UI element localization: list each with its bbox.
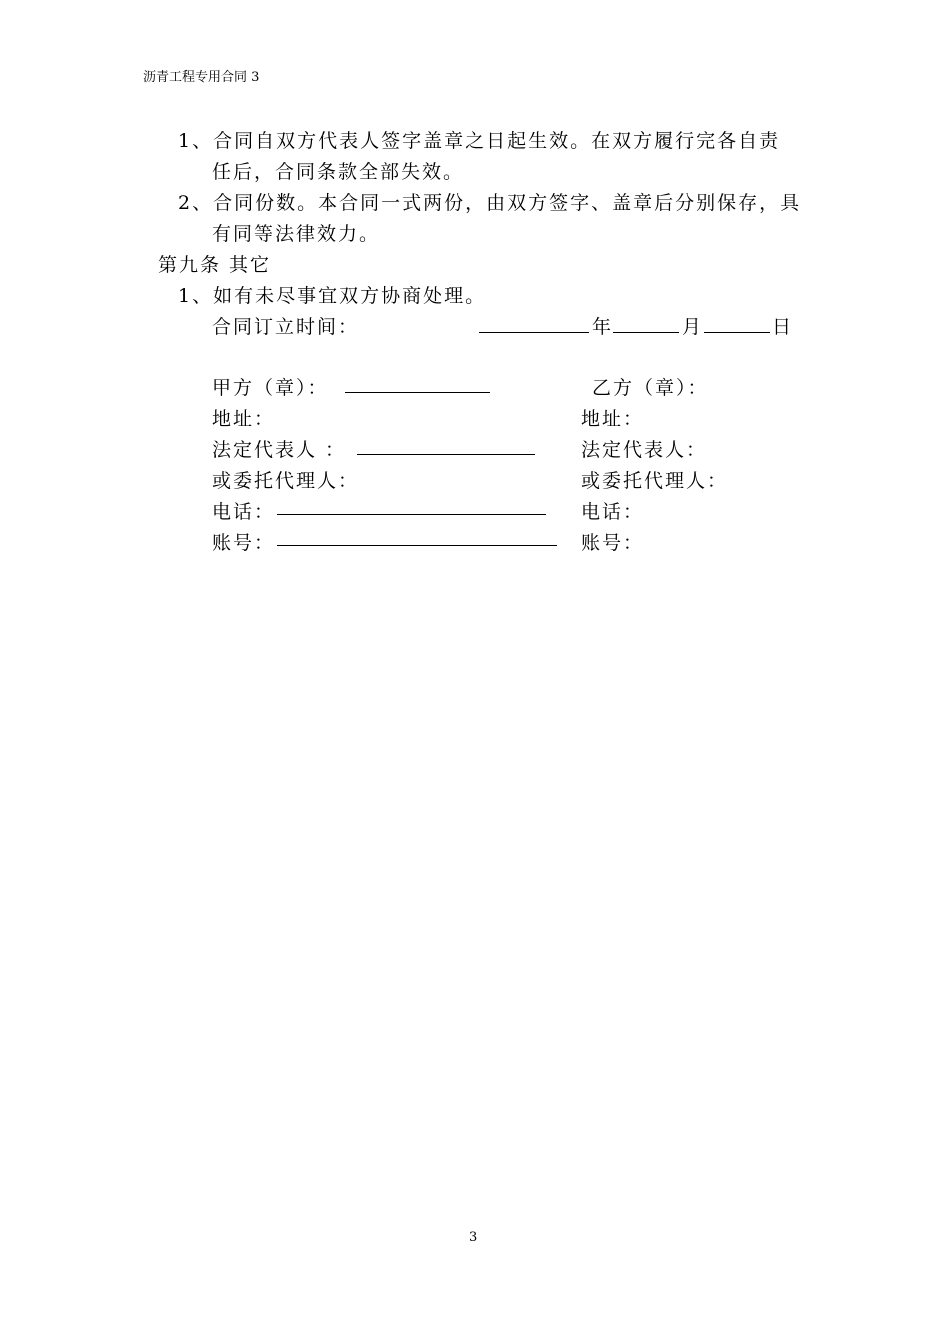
year-blank [479,332,589,333]
article-9-item-1: 1、如有未尽事宜双方协商处理。 [178,285,487,307]
party-a-agent-label: 或委托代理人： [212,470,360,492]
article-9-heading: 第九条 其它 [158,254,272,276]
party-a-address-label: 地址： [212,408,276,430]
party-b-legal-rep-label: 法定代表人： [581,439,708,461]
signing-date-label: 合同订立时间： [212,316,360,338]
party-a-phone-label: 电话： [212,501,276,523]
party-b-address-label: 地址： [581,408,645,430]
day-blank [704,332,770,333]
party-b-agent-label: 或委托代理人： [581,470,729,492]
party-a-legal-rep-blank [357,454,535,455]
day-label: 日 [772,316,794,338]
month-label: 月 [682,316,704,338]
party-b-seal-label: 乙方（章）： [592,377,709,399]
party-b-account-label: 账号： [581,532,645,554]
party-a-account-label: 账号： [212,532,276,554]
party-a-seal-blank [345,392,490,393]
party-a-phone-blank [277,514,546,515]
clause-2-line-2: 有同等法律效力。 [212,223,381,245]
year-label: 年 [592,316,614,338]
party-a-account-blank [277,545,557,546]
party-a-legal-rep-label: 法定代表人 ： [212,439,347,461]
clause-2-line-1: 2、合同份数。本合同一式两份，由双方签字、盖章后分别保存，具 [178,192,802,214]
party-a-seal-label: 甲方（章）： [212,377,329,399]
clause-1-line-2: 任后，合同条款全部失效。 [212,161,465,183]
page-number: 3 [469,1230,478,1245]
clause-1-line-1: 1、合同自双方代表人签字盖章之日起生效。在双方履行完各自责 [178,130,781,152]
party-b-phone-label: 电话： [581,501,645,523]
page-header: 沥青工程专用合同 3 [143,70,260,85]
month-blank [613,332,679,333]
